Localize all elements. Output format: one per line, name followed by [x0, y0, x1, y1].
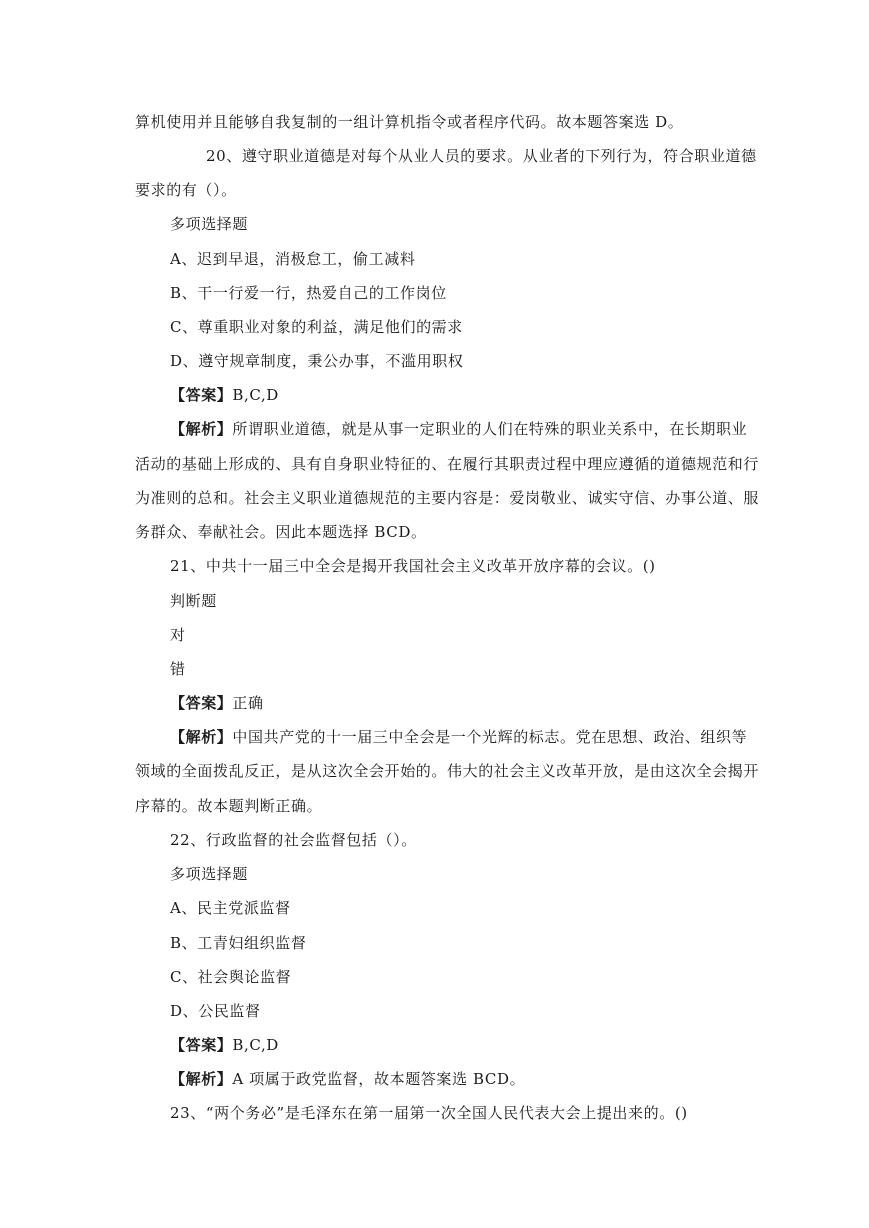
- q20-analysis-line4: 务群众、奉献社会。因此本题选择 BCD。: [135, 523, 427, 541]
- q22-analysis: [170, 1069, 525, 1089]
- q20-answer: [170, 385, 279, 405]
- q20-stem-line1: 20、遵守职业道德是对每个从业人员的要求。从业者的下列行为，符合职业道德: [206, 147, 757, 165]
- q21-option-true: 对: [170, 626, 186, 644]
- analysis-text: 中国共产党的十一届三中全会是一个光辉的标志。党在思想、政治、组织等: [232, 728, 748, 746]
- answer-tag: 【答案】: [170, 1036, 233, 1054]
- q21-stem: 21、中共十一届三中全会是揭开我国社会主义改革开放序幕的会议。(): [170, 557, 656, 575]
- q22-option-a: A、民主党派监督: [170, 899, 291, 917]
- q20-option-b: B、干一行爱一行，热爱自己的工作岗位: [170, 284, 447, 302]
- q21-analysis-line2: 领域的全面拨乱反正，是从这次全会开始的。伟大的社会主义改革开放，是由这次全会揭开: [135, 762, 760, 780]
- q22-option-d: D、公民监督: [170, 1002, 261, 1020]
- q20-option-a: A、迟到早退，消极怠工，偷工减料: [170, 250, 416, 268]
- analysis-tag: 【解析】: [170, 420, 233, 438]
- answer-tag: 【答案】: [170, 386, 233, 404]
- q20-analysis-line1: [170, 419, 747, 439]
- analysis-tag: 【解析】: [170, 728, 233, 746]
- answer-tag: 【答案】: [170, 694, 233, 712]
- q21-answer: [170, 693, 264, 713]
- q20-option-d: D、遵守规章制度，秉公办事，不滥用职权: [170, 352, 464, 370]
- q22-option-c: C、社会舆论监督: [170, 968, 292, 986]
- analysis-text: A 项属于政党监督，故本题答案选 BCD。: [232, 1070, 526, 1088]
- q20-analysis-line2: 活动的基础上形成的、具有自身职业特征的、在履行其职责过程中理应遵循的道德规范和行: [135, 455, 760, 473]
- previous-answer-tail: 算机使用并且能够自我复制的一组计算机指令或者程序代码。故本题答案选 D。: [135, 113, 684, 131]
- q20-analysis-line3: 为准则的总和。社会主义职业道德规范的主要内容是：爱岗敬业、诚实守信、办事公道、服: [135, 489, 760, 507]
- q21-analysis-line3: 序幕的。故本题判断正确。: [135, 797, 323, 815]
- q21-type: 判断题: [170, 592, 217, 610]
- q22-answer: [170, 1035, 279, 1055]
- q21-option-false: 错: [170, 660, 186, 678]
- answer-value: B,C,D: [232, 1036, 279, 1054]
- analysis-tag: 【解析】: [170, 1070, 233, 1088]
- analysis-text: 所谓职业道德，就是从事一定职业的人们在特殊的职业关系中，在长期职业: [232, 420, 748, 438]
- answer-value: B,C,D: [232, 386, 279, 404]
- q20-type: 多项选择题: [170, 215, 249, 233]
- q23-stem: 23、“两个务必”是毛泽东在第一届第一次全国人民代表大会上提出来的。(): [170, 1104, 688, 1122]
- q22-type: 多项选择题: [170, 865, 249, 883]
- q20-option-c: C、尊重职业对象的利益，满足他们的需求: [170, 318, 463, 336]
- q22-stem: 22、行政监督的社会监督包括（）。: [170, 831, 417, 849]
- q21-analysis-line1: [170, 727, 747, 747]
- q20-stem-line2: 要求的有（）。: [135, 181, 237, 199]
- q22-option-b: B、工青妇组织监督: [170, 934, 307, 952]
- answer-value: 正确: [232, 694, 264, 712]
